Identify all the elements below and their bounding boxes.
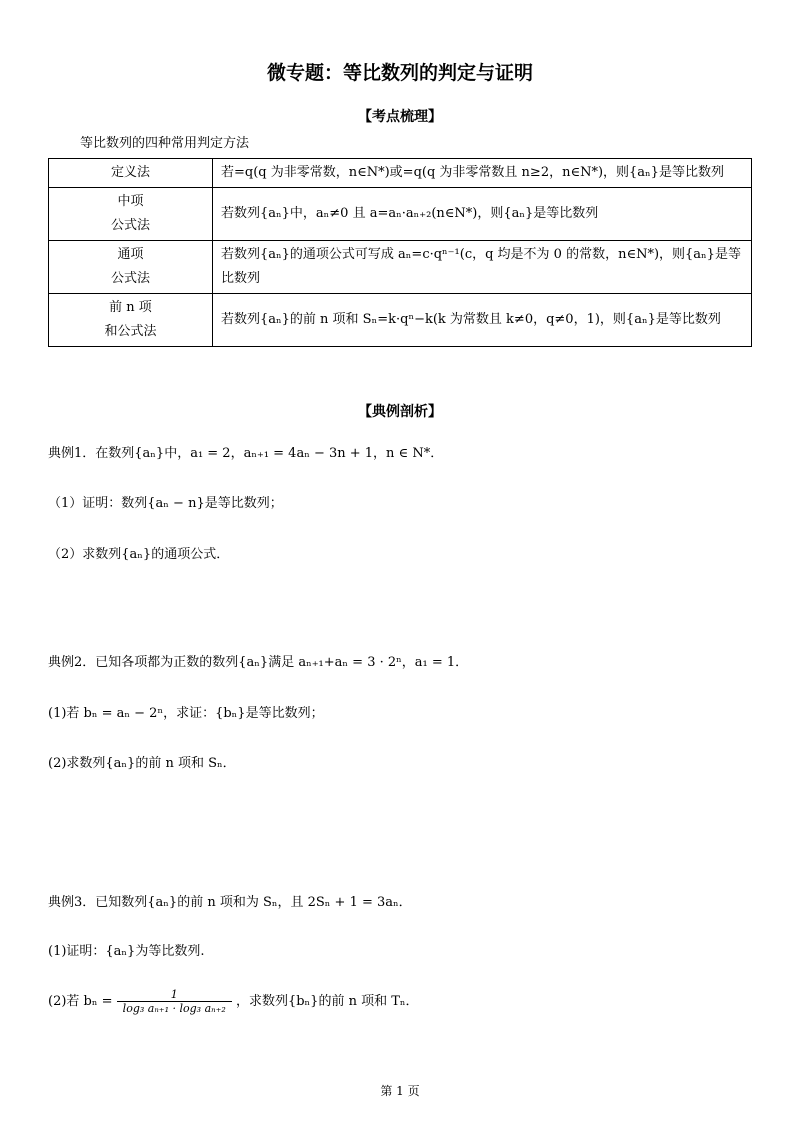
example2-question2: (2)求数列{aₙ}的前 n 项和 Sₙ． (48, 756, 236, 771)
table-row (49, 241, 752, 294)
example1-question1: （1）证明：数列{aₙ − n}是等比数列； (48, 496, 283, 511)
table-caption: 等比数列的四种常用判定方法 (80, 136, 250, 151)
methods-table (48, 158, 752, 347)
example2-question1: (1)若 bₙ = aₙ − 2ⁿ，求证：{bₙ}是等比数列； (48, 706, 324, 721)
method-desc: 若数列{aₙ}中，aₙ≠0 且 a=aₙ·aₙ₊₂(n∈N*)，则{aₙ}是等比数列 (213, 188, 752, 241)
example3-question2 (48, 988, 419, 1015)
method-name: 前 n 项 和公式法 (49, 294, 213, 347)
example3-stem: 典例3．已知数列{aₙ}的前 n 项和为 Sₙ，且 2Sₙ + 1 = 3aₙ． (48, 895, 412, 910)
table-row (49, 294, 752, 347)
fraction-numerator: 1 (117, 988, 232, 1002)
method-desc: 若=q(q 为非零常数，n∈N*)或=q(q 为非零常数且 n≥2，n∈N*)，则{aₙ}是等比数列 (213, 159, 752, 188)
page-title: 微专题：等比数列的判定与证明 (266, 62, 533, 84)
example1-stem: 典例1．在数列{aₙ}中，a₁ = 2，aₙ₊₁ = 4aₙ − 3n + 1，n ∈ N*． (48, 446, 444, 461)
method-desc: 若数列{aₙ}的前 n 项和 Sₙ=k·qⁿ−k(k 为常数且 k≠0，q≠0，1)，则{aₙ}是等比数列 (213, 294, 752, 347)
section-heading-review: 【考点梳理】 (358, 109, 442, 125)
example3-question1: (1)证明：{aₙ}为等比数列. (48, 944, 205, 959)
method-desc: 若数列{aₙ}的通项公式可写成 aₙ=c·qⁿ⁻¹(c，q 均是不为 0 的常数，n∈N*)，则{aₙ}是等比数列 (213, 241, 752, 294)
table-row (49, 188, 752, 241)
page-number: 第 1 页 (380, 1084, 420, 1098)
method-name: 通项 公式法 (49, 241, 213, 294)
q2-prefix: (2)若 bₙ = (48, 994, 113, 1009)
method-name: 中项 公式法 (49, 188, 213, 241)
fraction-denominator: log₃ aₙ₊₁ · log₃ aₙ₊₂ (122, 1002, 226, 1015)
table-row (49, 159, 752, 188)
fraction (117, 988, 232, 1015)
q2-suffix: ，求数列{bₙ}的前 n 项和 Tₙ． (235, 994, 419, 1009)
section-heading-examples: 【典例剖析】 (358, 404, 442, 420)
example2-stem: 典例2．已知各项都为正数的数列{aₙ}满足 aₙ₊₁+aₙ = 3 · 2ⁿ，a₁ = 1． (48, 655, 469, 670)
example1-question2: （2）求数列{aₙ}的通项公式． (48, 547, 230, 562)
method-name: 定义法 (49, 159, 213, 188)
